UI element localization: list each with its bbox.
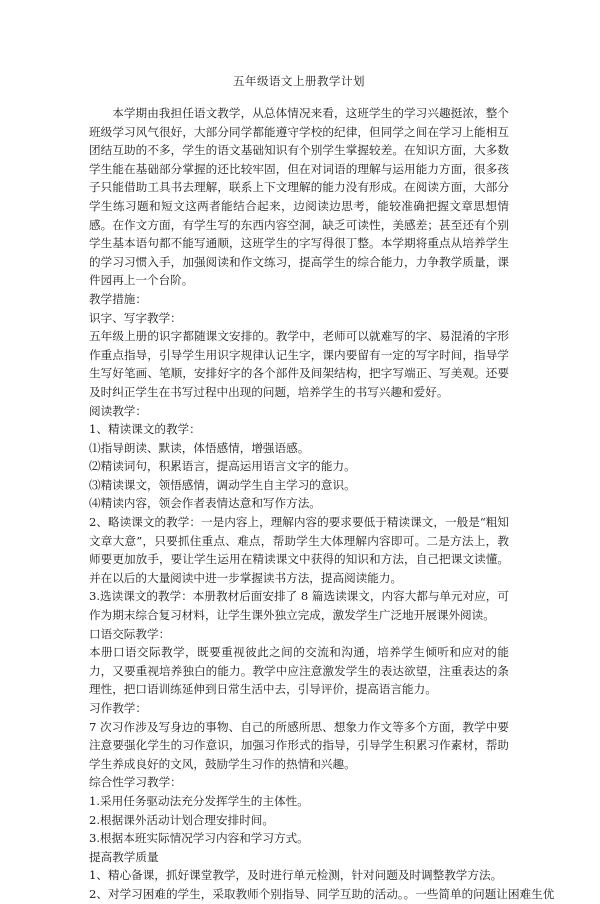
selected-reading-paragraph: 3.选读课文的教学：本册教材后面安排了 8 篇选读课文，内容大都与单元对应，可作为期末综合复习材料，让学生课外独立完成，激发学生广泛地开展课外阅读。: [89, 589, 509, 623]
writing-heading: 习作教学：: [89, 701, 147, 715]
measures-heading: 教学措施：: [89, 291, 147, 306]
literacy-paragraph: 五年级上册的识字都随课文安排的。教学中，老师可以就难写的字、易混淆的字形作重点指导，引导学生用识字规律认记生字，课内要留有一定的写字时间，指导学生写好笔画、笔顺，安排好字的各个部件及间架结构，把字写端正、写美观。还要及时纠正学生在书写过程中出现的问题，培养学生的书写兴趣和爱好。: [89, 329, 509, 399]
intensive-item: ⑴指导朗读、默读，体悟感情，增强语感。: [89, 440, 310, 455]
document-page: [89, 72, 555, 904]
intensive-heading: 1、精读课文的教学：: [89, 422, 201, 437]
document-title: 五年级语文上册教学计划: [233, 74, 365, 88]
intro-paragraph: 本学期由我担任语文教学，从总体情况来看，这班学生的学习兴趣挺浓，整个班级学习风气很好，大部分同学都能遵守学校的纪律，但同学之间在学习上能相互团结互助的不多，学生的语文基础知识有个别学生掌握较差。在知识方面，大多数学生能在基础部分掌握的还比较牢固，但在对词语的理解与运用能力方面，很多孩子只能借助工具书去理解，联系上下文理解的能力没有形成。在阅读方面，大部分学生练习题和短文这两者能结合起来，边阅读边思考，能较准确把握文章思想情感。在作文方面，有学生写的东西内容空洞，缺乏可读性，美感差；甚至还有个别学生基本语句都不能写通顺，这班学生的字写得很丁整。本学期将重点从培养学生的学习习惯入手，加强阅读和作文练习，提高学生的综合能力，力争教学质量，课件园再上一个台阶。: [89, 106, 509, 288]
skim-reading-paragraph: 2、略读课文的教学：一是内容上，理解内容的要求要低于精读课文，一般是“粗知文章大意”，只要抓住重点、难点，帮助学生大体理解内容即可。二是方法上，教师要更加放手，要让学生运用在精读课文中获得的知识和方法，自己把课文读懂。并在以后的大量阅读中进一步掌握读书方法，提高阅读能力。: [89, 515, 509, 585]
comprehensive-item: 1.采用任务驱动法充分发挥学生的主体性。: [89, 793, 309, 808]
comprehensive-item: 2.根据课外活动计划合理安排时间。: [89, 812, 274, 827]
intensive-item: ⑶精读课文，领悟感情，调动学生自主学习的意识。: [89, 477, 356, 492]
quality-item: 1、精心备课，抓好课堂教学，及时进行单元检测，针对问题及时调整教学方法。: [89, 868, 503, 883]
quality-heading: 提高教学质量: [89, 849, 159, 864]
comprehensive-item: 3.根据本班实际情况学习内容和学习方式。: [89, 831, 309, 846]
literacy-heading: 识字、写字教学：: [89, 310, 182, 325]
oral-paragraph: 本册口语交际教学，既要重视彼此之间的交流和沟通，培养学生倾听和应对的能力，又要重视培养独白的能力。教学中应注意激发学生的表达欲望，注重表达的条理性，把口语训练延伸到日常生活中去，引导评价，提高语言能力。: [89, 645, 509, 697]
intensive-item: ⑷精读内容，领会作者表情达意和写作方法。: [89, 496, 321, 511]
writing-paragraph: 7 次习作涉及写身边的事物、自己的所感所思、想象力作文等多个方面，教学中要注意要强化学生的习作意识，加强习作形式的指导，引导学生积累习作素材，帮助学生养成良好的文风，鼓励学生习作的热情和兴趣。: [89, 719, 509, 771]
quality-item: 2、对学习困难的学生，采取教师个别指导、同学互助的活动。。一些简单的问题让困难生优: [89, 886, 555, 901]
intensive-item: ⑵精读词句，积累语言，提高运用语言文字的能力。: [89, 459, 356, 474]
oral-heading: 口语交际教学：: [89, 626, 171, 641]
comprehensive-heading: 综合性学习教学：: [89, 775, 182, 790]
reading-heading: 阅读教学：: [89, 403, 147, 418]
